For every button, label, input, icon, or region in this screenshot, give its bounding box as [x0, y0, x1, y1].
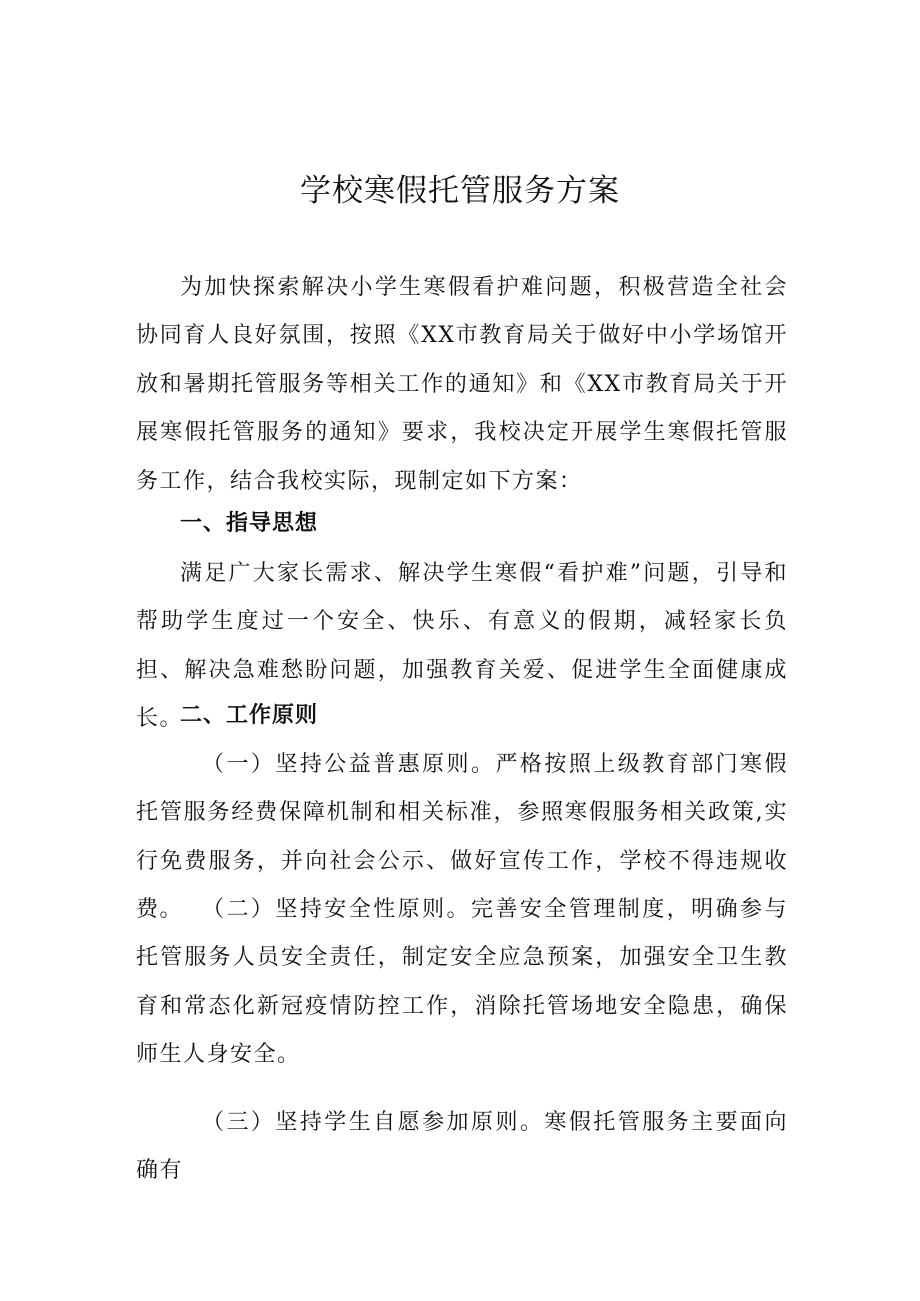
principle-paragraph-3: （三）坚持学生自愿参加原则。寒假托管服务主要面向确有	[136, 1110, 788, 1184]
section-heading-work-principles: 二、工作原则	[180, 703, 319, 728]
guiding-ideology-paragraph: 满足广大家长需求、解决学生寒假“看护难”问题，引导和帮助学生度过一个安全、快乐、有意义的假期，减轻家长负担、解决急难愁盼问题，加强教育关爱、促进学生全面健康成长。	[136, 561, 788, 732]
document-title: 学校寒假托管服务方案	[300, 173, 620, 209]
section-heading-guiding-ideology: 一、指导思想	[180, 511, 319, 536]
principle-paragraph-1: （一）坚持公益普惠原则。严格按照上级教育部门寒假托管服务经费保障机制和相关标准，参照寒假服务相关政策,实行免费服务，并向社会公示、做好宣传工作，学校不得违规收费。	[136, 752, 788, 923]
intro-paragraph: 为加快探索解决小学生寒假看护难问题，积极营造全社会协同育人良好氛围，按照《XX市教育局关于做好中小学场馆开放和暑期托管服务等相关工作的通知》和《XX市教育局关于开展寒假托管服务的通知》要求，我校决定开展学生寒假托管服务工作，结合我校实际，现制定如下方案：	[136, 275, 788, 494]
principle-paragraph-2: （二）坚持安全性原则。完善安全管理制度，明确参与托管服务人员安全责任，制定安全应急预案，加强安全卫生教育和常态化新冠疫情防控工作，消除托管场地安全隐患，确保师生人身安全。	[136, 897, 788, 1068]
